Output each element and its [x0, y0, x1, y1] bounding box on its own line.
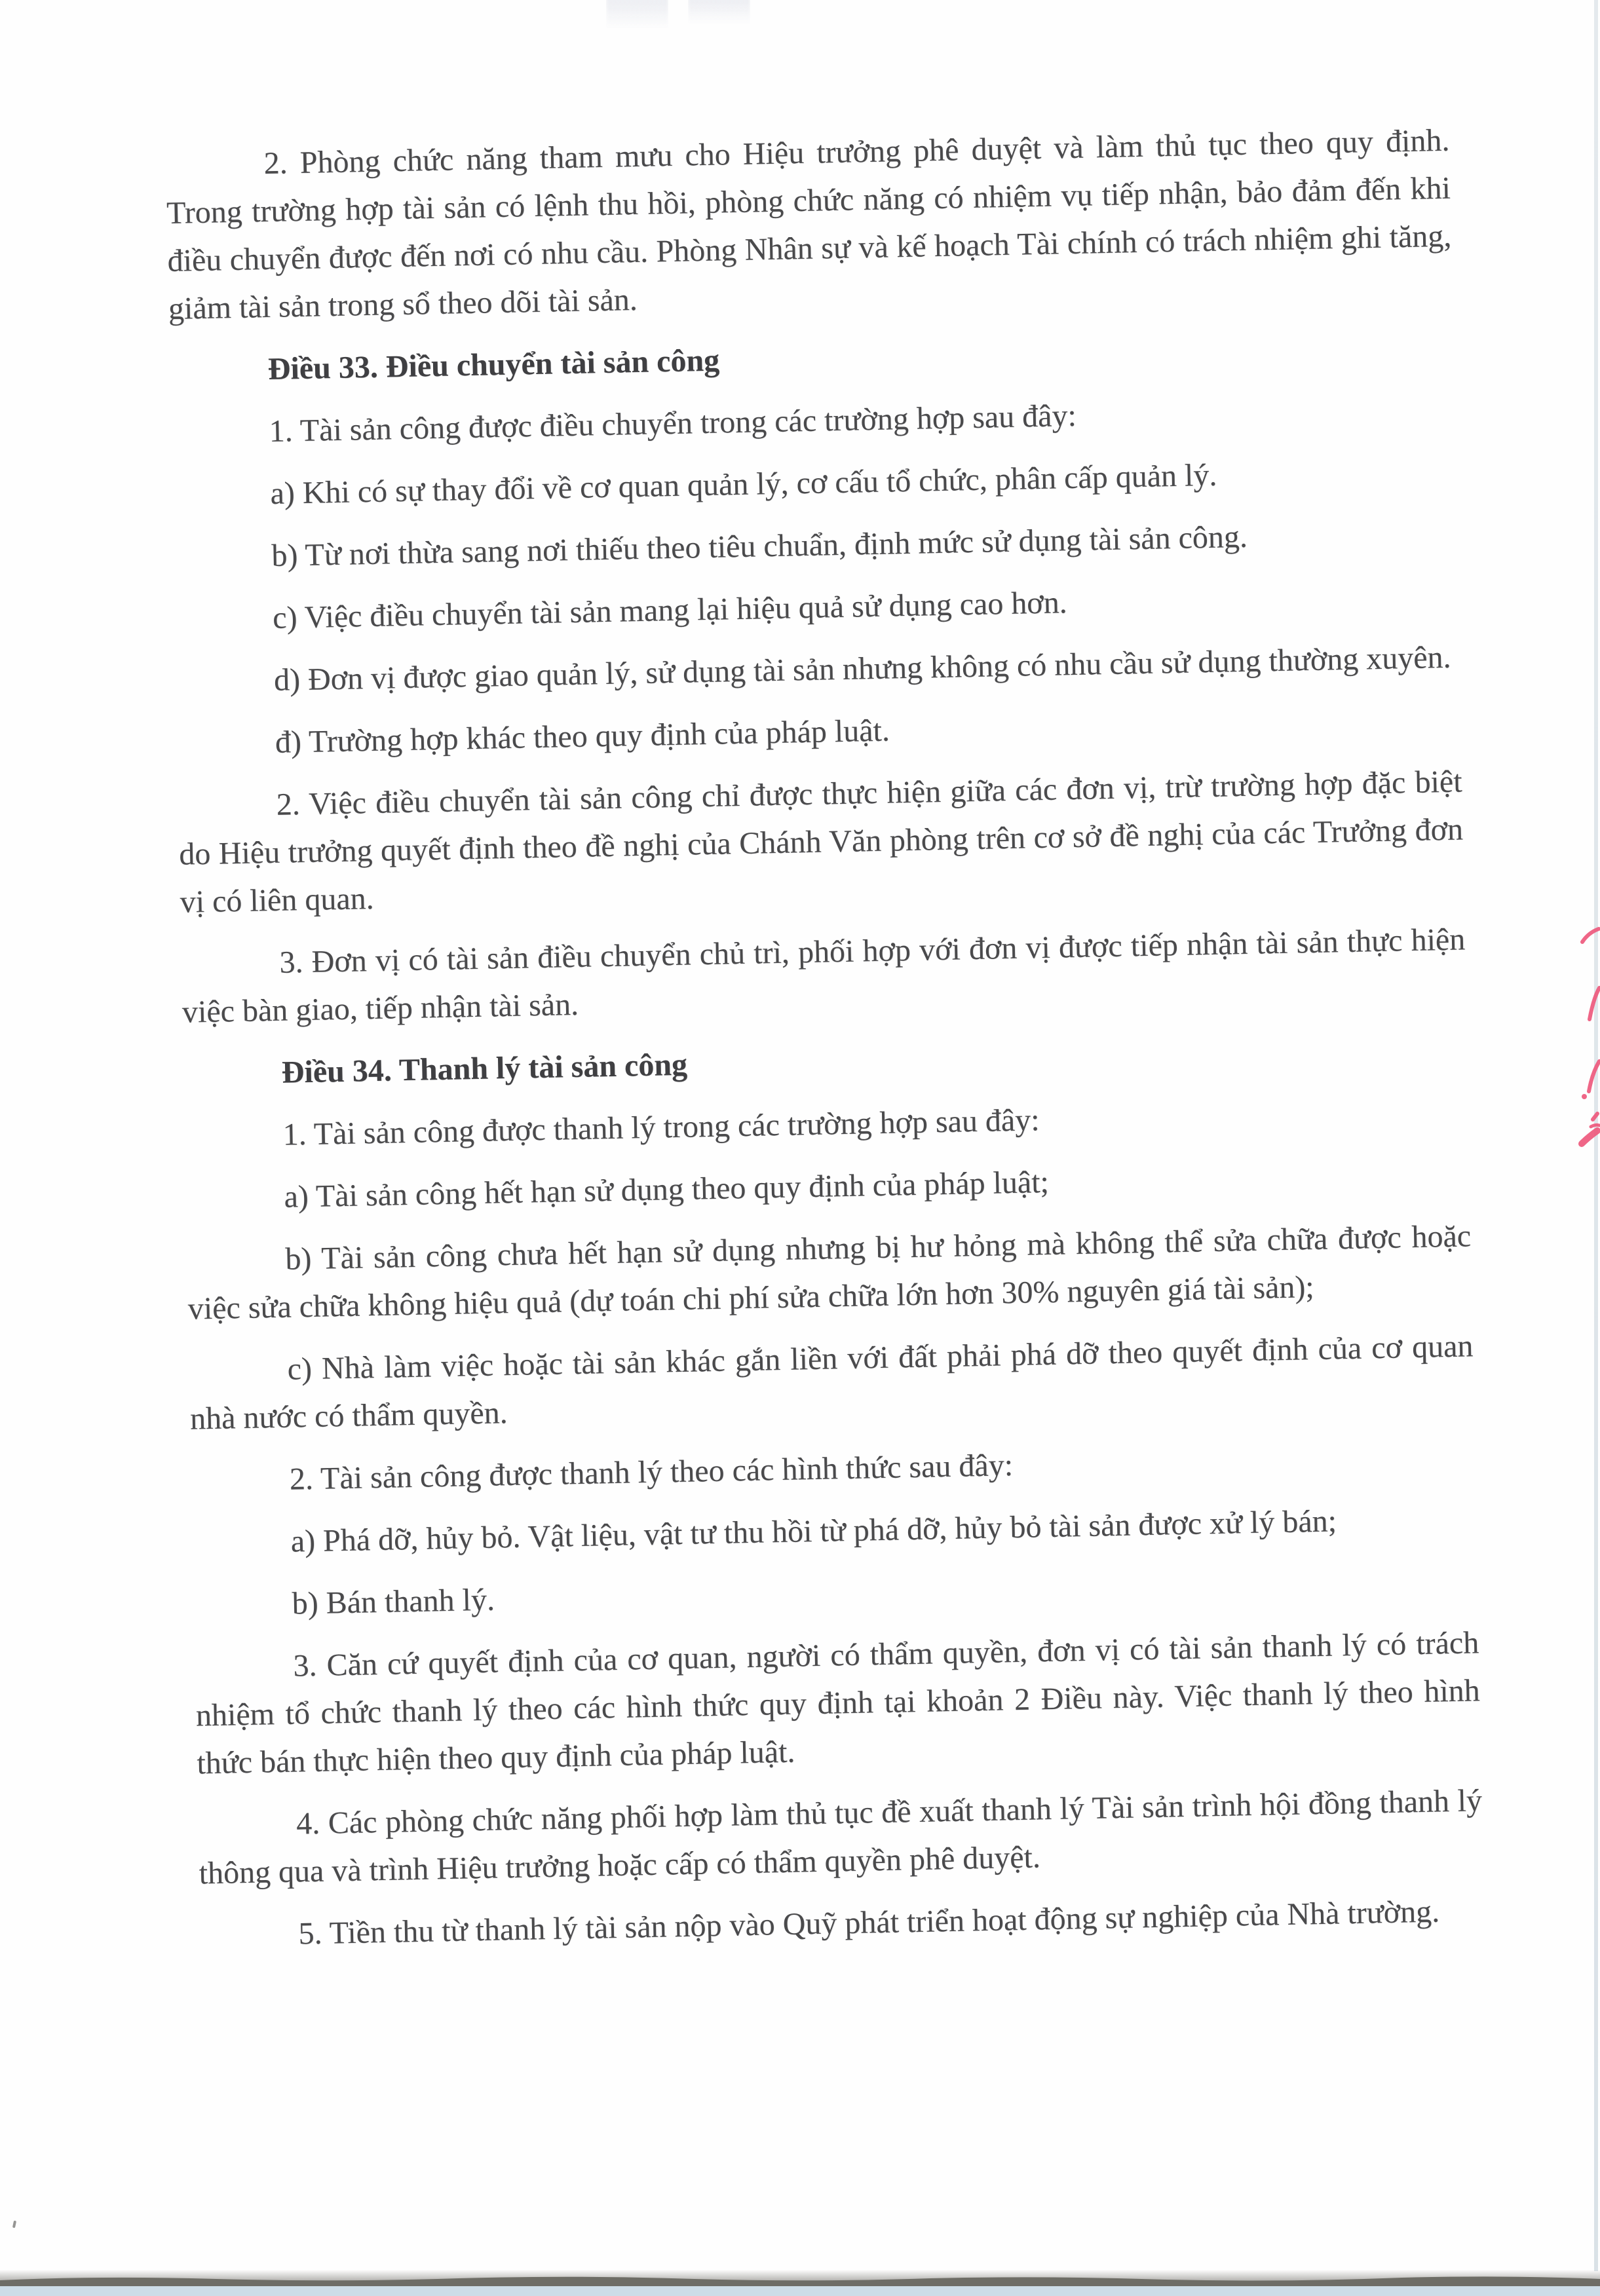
list-item: d) Đơn vị được giao quản lý, sử dụng tài sản nhưng không có nhu cầu sử dụng thường xuyên. — [273, 639, 1451, 698]
scan-bleedthrough-smudge — [606, 0, 668, 31]
list-item: a) Tài sản công hết hạn sử dụng theo quy định của pháp luật; — [284, 1164, 1050, 1214]
article-heading: Điều 33. Điều chuyển tài sản công — [267, 343, 720, 386]
paragraph: 1. Tài sản công được điều chuyển trong các trường hợp sau đây: — [269, 398, 1077, 449]
list-item: b) Bán thanh lý. — [292, 1582, 495, 1621]
scan-bleedthrough-smudge — [688, 0, 750, 26]
pen-mark-fragments — [1578, 922, 1600, 1158]
list-item: a) Phá dỡ, hủy bỏ. Vật liệu, vật tư thu hồi từ phá dỡ, hủy bỏ tài sản được xử lý bán; — [290, 1503, 1337, 1559]
list-item: c) Việc điều chuyển tài sản mang lại hiệu quả sử dụng cao hơn. — [272, 585, 1068, 635]
paragraph: 5. Tiền thu từ thanh lý tài sản nộp vào Quỹ phát triển hoạt động sự nghiệp của Nhà trường. — [298, 1894, 1440, 1951]
paragraph: 2. Việc điều chuyển tài sản công chỉ được thực hiện giữa các đơn vị, trừ trường hợp đặc biệt do Hiệu trưởng quyết định theo đề nghị của Chánh Văn phòng trên cơ sở đề nghị của các Trưởng đơn vị có liên quan. — [178, 764, 1464, 920]
paragraph: 4. Các phòng chức năng phối hợp làm thủ tục đề xuất thanh lý Tài sản trình hội đồng thanh lý thông qua và trình Hiệu trưởng hoặc cấp có thẩm quyền phê duyệt. — [199, 1783, 1483, 1891]
list-item: a) Khi có sự thay đổi về cơ quan quản lý, cơ cấu tổ chức, phân cấp quản lý. — [270, 457, 1217, 511]
paragraph: 2. Phòng chức năng tham mưu cho Hiệu trưởng phê duyệt và làm thủ tục theo quy định. Trong trường hợp tài sản có lệnh thu hồi, phòng chức năng có nhiệm vụ tiếp nhận, bảo đảm đến khi điều chuyển được đến nơi có nhu cầu. Phòng Nhân sự và kế hoạch Tài chính có trách nhiệm ghi tăng, giảm tài sản trong sổ theo dõi tài sản. — [166, 122, 1452, 326]
list-item: c) Nhà làm việc hoặc tài sản khác gắn liền với đất phải phá dỡ theo quyết định của cơ quan nhà nước có thẩm quyền. — [189, 1328, 1474, 1437]
document-body — [165, 117, 1485, 1974]
paragraph: 2. Tài sản công được thanh lý theo các hình thức sau đây: — [289, 1448, 1014, 1497]
paragraph: 1. Tài sản công được thanh lý trong các trường hợp sau đây: — [282, 1102, 1040, 1152]
article-heading: Điều 34. Thanh lý tài sản công — [281, 1047, 688, 1090]
scanner-bed-edge — [0, 2270, 1600, 2296]
list-item: đ) Trường hợp khác theo quy định của pháp luật. — [275, 713, 890, 760]
list-item: b) Tài sản công chưa hết hạn sử dụng nhưng bị hư hỏng mà không thể sửa chữa được hoặc việc sửa chữa không hiệu quả (dự toán chi phí sửa chữa lớn hơn 30% nguyên giá tài sản); — [187, 1218, 1472, 1327]
list-item: b) Từ nơi thừa sang nơi thiếu theo tiêu chuẩn, định mức sử dụng tài sản công. — [271, 519, 1248, 573]
paragraph: 3. Căn cứ quyết định của cơ quan, người có thẩm quyền, đơn vị có tài sản thanh lý có trách nhiệm tổ chức thanh lý theo các hình thức quy định tại khoản 2 Điều này. Việc thanh lý theo hình thức bán thực hiện theo quy định của pháp luật. — [195, 1625, 1481, 1781]
paragraph: 3. Đơn vị có tài sản điều chuyển chủ trì, phối hợp với đơn vị được tiếp nhận tài sản thực hiện việc bàn giao, tiếp nhận tài sản. — [181, 922, 1466, 1030]
scan-speck — [12, 2221, 16, 2229]
